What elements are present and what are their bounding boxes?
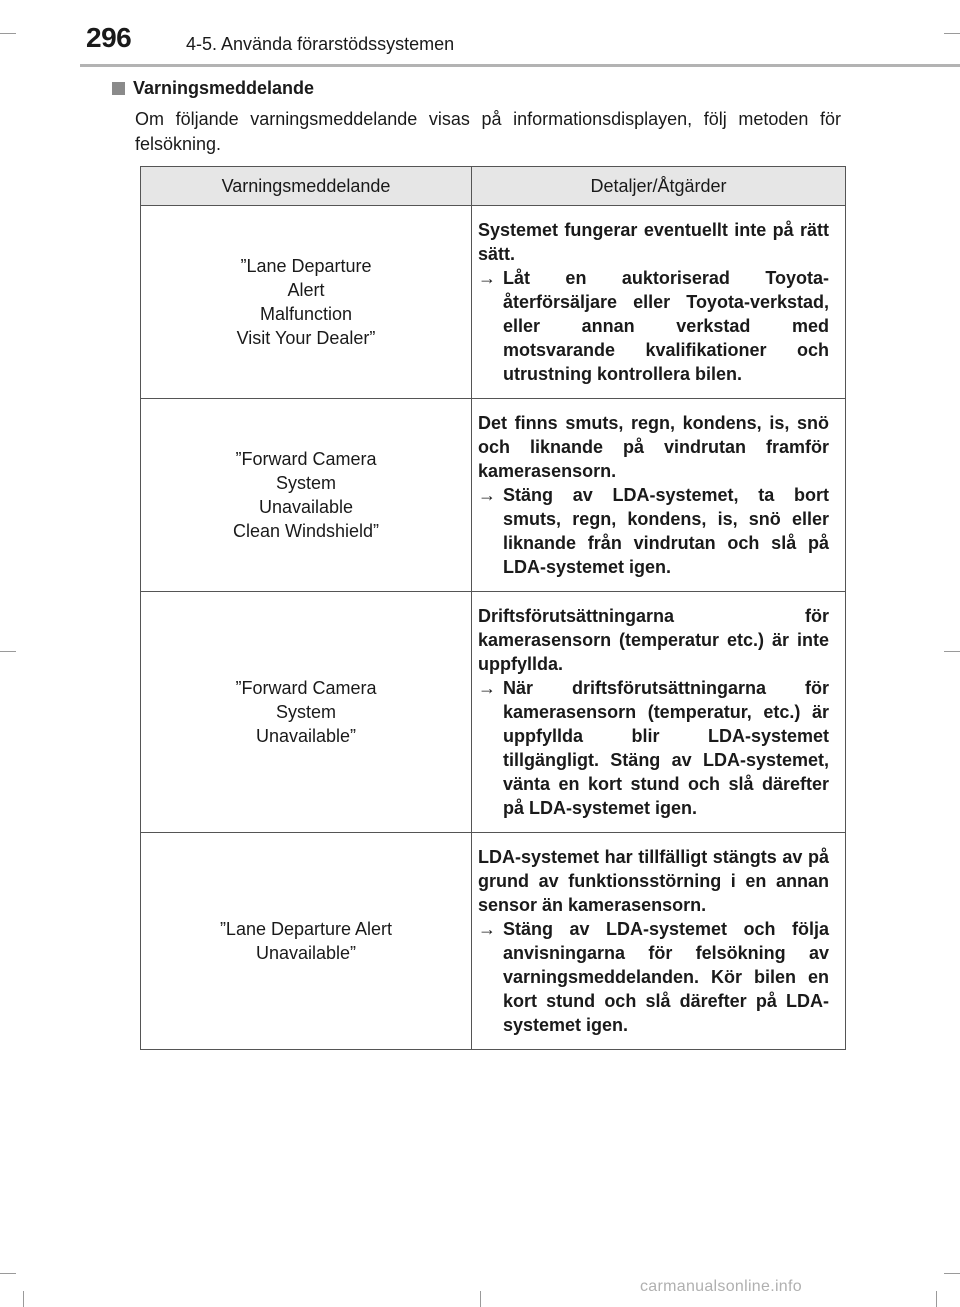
arrow-right-icon: → [478, 268, 496, 288]
crop-mark [480, 1291, 481, 1307]
crop-mark [944, 1273, 960, 1274]
arrow-right-icon: → [478, 485, 496, 505]
message-line: System [275, 702, 336, 722]
action-item [478, 676, 829, 820]
message-line: System [275, 473, 336, 493]
crop-mark [23, 1291, 24, 1307]
warning-message-cell [141, 399, 472, 592]
message-line: ”Forward Camera [235, 678, 377, 698]
details-cell [472, 399, 846, 592]
chapter-title: 4-5. Använda förarstödssystemen [186, 34, 455, 54]
message-line: Visit Your Dealer” [236, 328, 376, 348]
table-row [141, 833, 846, 1050]
crop-mark [0, 651, 16, 652]
warning-message-cell [141, 833, 472, 1050]
page-number: 296 [86, 22, 132, 53]
crop-mark [944, 33, 960, 34]
cause-description: LDA-systemet har tillfälligt stängts av på grund av funktionsstörning i en annan sensor än kamerasensorn. [478, 847, 829, 915]
message-line: ”Lane Departure [240, 256, 372, 276]
action-text: Låt en auktoriserad Toyota-återförsäljare eller Toyota-verkstad, eller annan verkstad med motsvarande kvalifikationer och utrustning kontrollera bilen. [503, 268, 829, 384]
cause-description: Systemet fungerar eventuellt inte på rätt sätt. [478, 220, 829, 264]
message-line: ”Forward Camera [235, 449, 377, 469]
action-text: Stäng av LDA-systemet, ta bort smuts, regn, kondens, is, snö eller liknande från vindrutan och slå på LDA-systemet igen. [503, 485, 829, 577]
header-rule [80, 64, 960, 67]
warning-message-cell [141, 592, 472, 833]
action-text: När driftsförutsättningarna för kamerasensorn (temperatur, etc.) är uppfyllda blir LDA-systemet tillgängligt. Stäng av LDA-systemet, vänta en kort stund och slå därefter på LDA-systemet igen. [503, 678, 829, 818]
crop-mark [0, 33, 16, 34]
warning-table [140, 166, 846, 1050]
table-row [141, 206, 846, 399]
message-line: Unavailable” [255, 726, 357, 746]
arrow-right-icon: → [478, 919, 496, 939]
message-line: Clean Windshield” [232, 521, 380, 541]
message-line: Alert [287, 280, 325, 300]
cause-description: Det finns smuts, regn, kondens, is, snö och liknande på vindrutan framför kamerasensorn. [478, 413, 829, 481]
table-row [141, 592, 846, 833]
cause-description: Driftsförutsättningarna för kamerasensorn (temperatur etc.) är inte uppfyllda. [478, 606, 829, 674]
section-heading-text: Varningsmeddelande [133, 78, 315, 98]
intro-paragraph: Om följande varningsmeddelande visas på informationsdisplayen, följ metoden för felsökning. [135, 109, 841, 154]
table-row [141, 399, 846, 592]
square-bullet-icon [112, 82, 125, 95]
watermark: carmanualsonline.info [640, 1278, 802, 1295]
message-line: ”Lane Departure Alert [219, 919, 393, 939]
action-item [478, 483, 829, 579]
arrow-right-icon: → [478, 678, 496, 698]
message-line: Unavailable” [255, 943, 357, 963]
crop-mark [936, 1291, 937, 1307]
details-cell [472, 833, 846, 1050]
details-cell [472, 592, 846, 833]
column-header-details: Detaljer/Åtgärder [472, 167, 846, 206]
message-line: Malfunction [259, 304, 353, 324]
warning-message-cell [141, 206, 472, 399]
action-text: Stäng av LDA-systemet och följa anvisningarna för felsökning av varningsmeddelanden. Kör bilen en kort stund och slå därefter på LDA-systemet igen. [503, 919, 829, 1035]
action-item [478, 917, 829, 1037]
table-header-row [141, 167, 846, 206]
section-heading [112, 78, 314, 99]
action-item [478, 266, 829, 386]
crop-mark [944, 651, 960, 652]
crop-mark [0, 1273, 16, 1274]
column-header-message: Varningsmeddelande [141, 167, 472, 206]
message-line: Unavailable [258, 497, 354, 517]
details-cell [472, 206, 846, 399]
